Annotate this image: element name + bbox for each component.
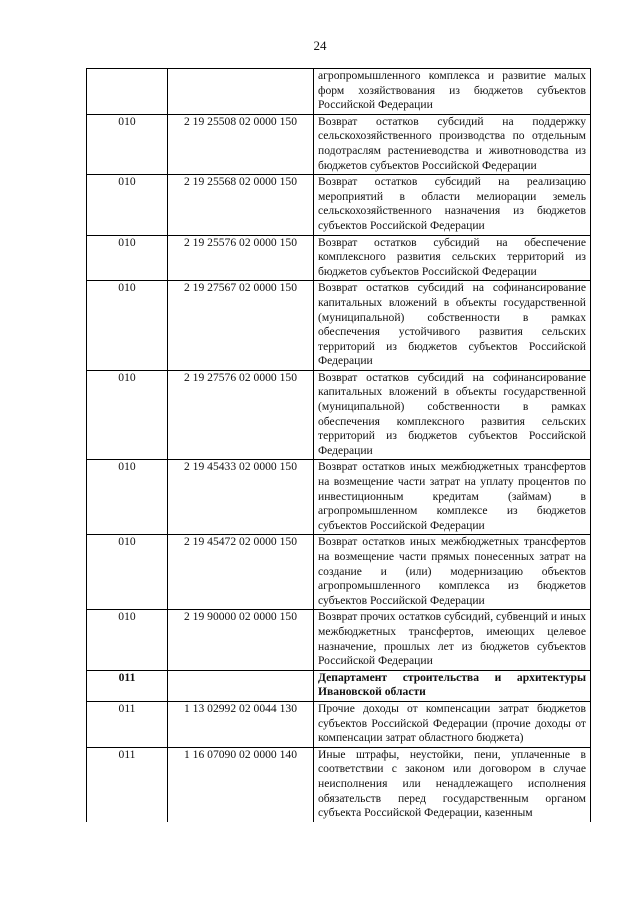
- admin-code-cell: 010: [87, 114, 168, 174]
- description-cell: Возврат остатков субсидий на поддержку сельскохозяйственного производства по отдельным подотраслям растениеводства и животноводства из бюджетов субъектов Российской Федерации: [314, 114, 591, 174]
- description-cell: Возврат остатков иных межбюджетных трансфертов на возмещение части прямых понесенных затрат на создание и (или) модернизацию объектов агропромышленного комплекса из бюджетов субъектов Российской Федерации: [314, 535, 591, 610]
- budget-codes-table: [86, 68, 591, 822]
- description-cell: Возврат остатков иных межбюджетных трансфертов на возмещение части затрат на уплату процентов по инвестиционным кредитам (займам) в агропромышленном комплексе из бюджетов субъектов Российской Федерации: [314, 460, 591, 535]
- description-cell: агропромышленного комплекса и развитие малых форм хозяйствования из бюджетов субъектов Российской Федерации: [314, 69, 591, 115]
- table-row: [87, 747, 591, 821]
- admin-code-cell: 010: [87, 281, 168, 371]
- department-name-cell: Департамент строительства и архитектуры Ивановской области: [314, 670, 591, 701]
- budget-code-cell: 2 19 27567 02 0000 150: [168, 281, 314, 371]
- description-cell: Иные штрафы, неустойки, пени, уплаченные в соответствии с законом или договором в случае неисполнения или ненадлежащего исполнения обязательств перед государственным органом субъекта Российской Федерации, казенным: [314, 747, 591, 821]
- admin-code-cell: 011: [87, 701, 168, 747]
- description-cell: Возврат прочих остатков субсидий, субвенций и иных межбюджетных трансфертов, имеющих целевое назначение, прошлых лет из бюджетов субъектов Российской Федерации: [314, 610, 591, 670]
- admin-code-cell: 010: [87, 535, 168, 610]
- table-row: [87, 281, 591, 371]
- table-row: [87, 610, 591, 670]
- budget-code-cell: [168, 670, 314, 701]
- admin-code-cell: 011: [87, 670, 168, 701]
- admin-code-cell: 010: [87, 235, 168, 281]
- table-row: [87, 701, 591, 747]
- budget-code-cell: 2 19 25508 02 0000 150: [168, 114, 314, 174]
- page-number: 24: [313, 38, 327, 53]
- budget-code-cell: 2 19 27576 02 0000 150: [168, 370, 314, 460]
- table-row: [87, 114, 591, 174]
- budget-code-cell: 2 19 45433 02 0000 150: [168, 460, 314, 535]
- budget-code-cell: 2 19 45472 02 0000 150: [168, 535, 314, 610]
- description-cell: Прочие доходы от компенсации затрат бюджетов субъектов Российской Федерации (прочие доходы от компенсации затрат областного бюджета): [314, 701, 591, 747]
- description-cell: Возврат остатков субсидий на софинансирование капитальных вложений в объекты государственной (муниципальной) собственности в рамках обеспечения комплексного развития сельских территорий из бюджетов субъектов Российской Федерации: [314, 370, 591, 460]
- table-row: [87, 535, 591, 610]
- budget-code-cell: 1 16 07090 02 0000 140: [168, 747, 314, 821]
- admin-code-cell: [87, 69, 168, 115]
- budget-code-cell: 2 19 25576 02 0000 150: [168, 235, 314, 281]
- description-cell: Возврат остатков субсидий на реализацию мероприятий в области мелиорации земель сельскохозяйственного назначения из бюджетов субъектов Российской Федерации: [314, 175, 591, 235]
- table-row: [87, 175, 591, 235]
- admin-code-cell: 010: [87, 370, 168, 460]
- table-row: [87, 370, 591, 460]
- table-row: [87, 69, 591, 115]
- budget-code-cell: [168, 69, 314, 115]
- description-cell: Возврат остатков субсидий на софинансирование капитальных вложений в объекты государственной (муниципальной) собственности в рамках обеспечения устойчивого развития сельских территорий из бюджетов субъектов Российской Федерации: [314, 281, 591, 371]
- table-row: [87, 235, 591, 281]
- department-header-row: [87, 670, 591, 701]
- admin-code-cell: 011: [87, 747, 168, 821]
- budget-code-cell: 2 19 25568 02 0000 150: [168, 175, 314, 235]
- budget-code-cell: 1 13 02992 02 0044 130: [168, 701, 314, 747]
- budget-code-cell: 2 19 90000 02 0000 150: [168, 610, 314, 670]
- table-row: [87, 460, 591, 535]
- description-cell: Возврат остатков субсидий на обеспечение комплексного развития сельских территорий из бюджетов субъектов Российской Федерации: [314, 235, 591, 281]
- admin-code-cell: 010: [87, 175, 168, 235]
- admin-code-cell: 010: [87, 610, 168, 670]
- admin-code-cell: 010: [87, 460, 168, 535]
